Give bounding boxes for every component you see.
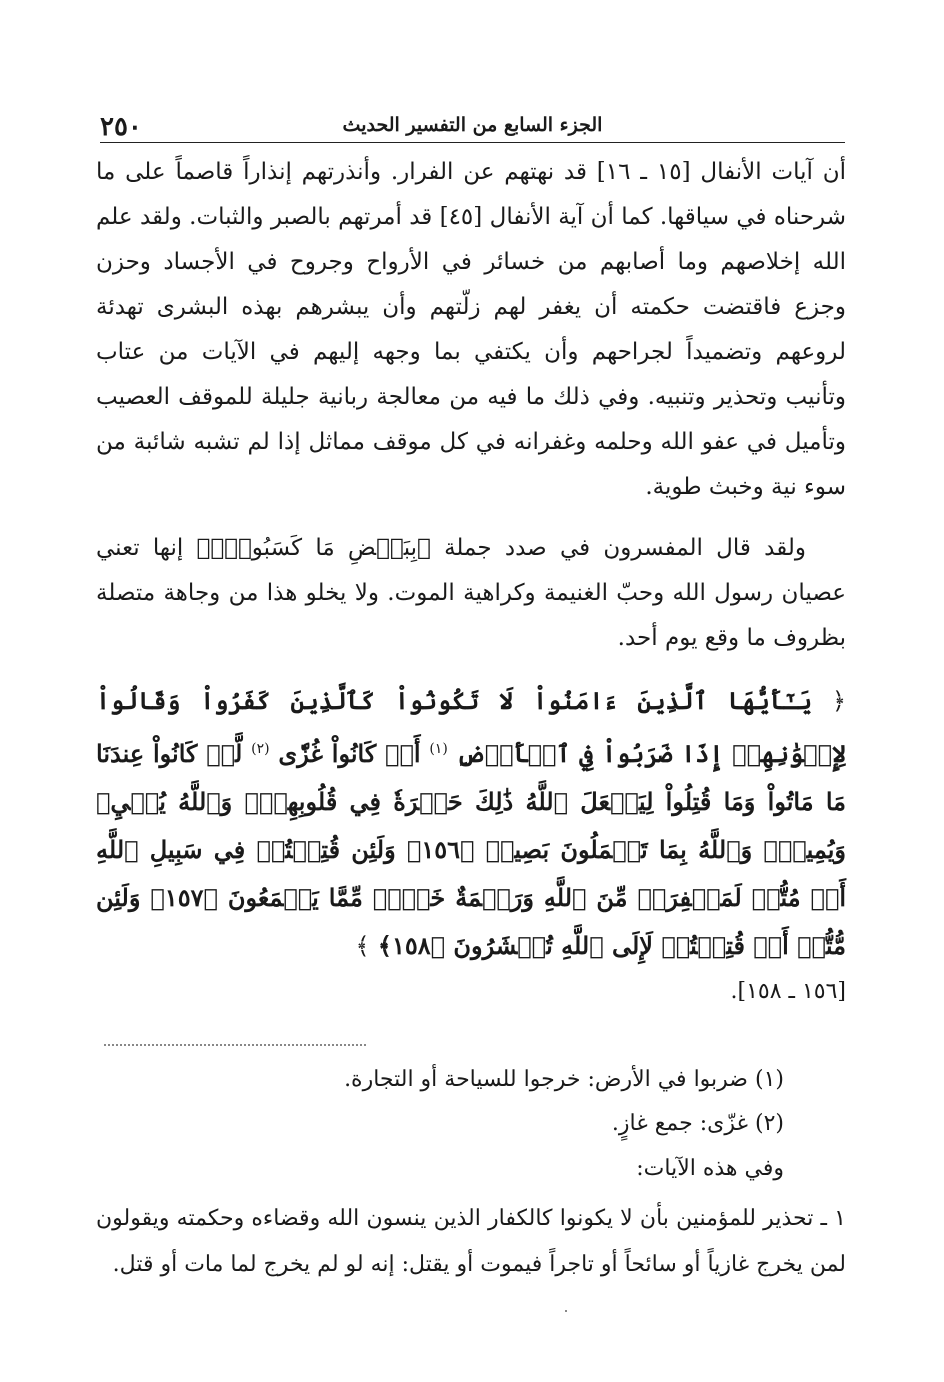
paragraph-1: أن آيات الأنفال [١٥ ـ ١٦] قد نهتهم عن الفرار. وأنذرتهم إنذاراً قاصماً على ما شرحناه في سياقها. كما أن آية الأنفال [٤٥] قد أمرتهم بالصبر والثبات. ولقد علم الله إخلاصهم وما أصابهم من خسائر في الأرواح وجروح في الأجساد وحزن وجزع فاقتضت حكمته أن يغفر لهم زلّتهم وأن يبشرهم بهذه البشرى تهدئة لروعهم وتضميداً لجراحهم وأن يكتفي بما وجهه إليهم في الآيات من عتاب وتأنيب وتحذير وتنبيه. وفي ذلك ما فيه من معالجة ربانية جليلة للموقف العصيب وتأميل في عفو الله وحلمه وغفرانه في كل موقف مماثل إذا لم تشبه شائبة من سوء نية وخبث طوية.: [96, 159, 846, 500]
verse-reference: [١٥٦ ـ ١٥٨].: [730, 979, 846, 1004]
paragraph-2: ولقد قال المفسرون في صدد جملة ﴿بِبَعۡضِ مَا كَسَبُواْۖ﴾ إنها تعني عصيان رسول الله وحبّ الغنيمة وكراهية الموت. ولا يخلو هذا من وجاهة متصلة بظروف ما وقع يوم أحد.: [96, 535, 846, 651]
verse-text-3: لَّوۡ كَانُواْ عِندَنَا مَا مَاتُواْ وَمَا قُتِلُواْ لِيَجۡعَلَ ٱللَّهُ ذَٰلِكَ حَسۡرَةٗ فِي قُلُوبِهِمۡۗ وَٱللَّهُ يُحۡيِۦ وَيُمِيتُۗ وَٱللَّهُ بِمَا تَعۡمَلُونَ بَصِيرٞ ﴿١٥٦﴾ وَلَئِن قُتِلۡتُمۡ فِي سَبِيلِ ٱللَّهِ أَوۡ مُتُّمۡ لَمَغۡفِرَةٞ مِّنَ ٱللَّهِ وَرَحۡمَةٌ خَيۡرٞ مِّمَّا يَجۡمَعُونَ ﴿١٥٧﴾ وَلَئِن مُّتُّمۡ أَوۡ قُتِلۡتُمۡ لَإِلَى ٱللَّهِ تُحۡشَرُونَ ﴿١٥٨﴾: [96, 739, 847, 960]
verse-text-1: يَـٰٓأَيُّهَا ٱلَّذِينَ ءَامَنُواْ لَا تَكُونُواْ كَٱلَّذِينَ كَفَرُواْ وَقَالُواْ لِإِخۡوَٰنِهِمۡ إِذَا ضَرَبُواْ فِي ٱلۡأَرۡضِ: [96, 686, 847, 768]
scan-dot: [565, 1310, 567, 1312]
footnote-2: (٢) غزّى: جمع غازٍ.: [611, 1111, 784, 1136]
page-header: [100, 110, 845, 143]
verse-close-bracket: ﴾: [355, 932, 370, 960]
footnote-separator: [104, 1044, 366, 1046]
quran-verse: [96, 677, 846, 970]
page-number: ٢٥٠: [100, 112, 142, 142]
footnote-marker-1: (١): [429, 741, 448, 757]
list-item-1: ١ ـ تحذير للمؤمنين بأن لا يكونوا كالكفار الذين ينسون الله وقضاءه وحكمته ويقولون لمن يخرج غازياً أو سائحاً أو تاجراً فيموت أو يقتل: إنه لو لم يخرج لما مات أو قتل.: [96, 1206, 846, 1277]
page-body: [96, 150, 846, 1288]
verse-text-2: أَوۡ كَانُواْ غُزّٗى: [278, 739, 421, 768]
verse-open-bracket: ﴿: [831, 687, 846, 715]
footnote-marker-2: (٢): [251, 741, 270, 757]
footnote-1: (١) ضربوا في الأرض: خرجوا للسياحة أو التجارة.: [344, 1067, 784, 1092]
section-heading: وفي هذه الآيات:: [636, 1156, 784, 1181]
running-title: الجزء السابع من التفسير الحديث: [342, 114, 603, 136]
